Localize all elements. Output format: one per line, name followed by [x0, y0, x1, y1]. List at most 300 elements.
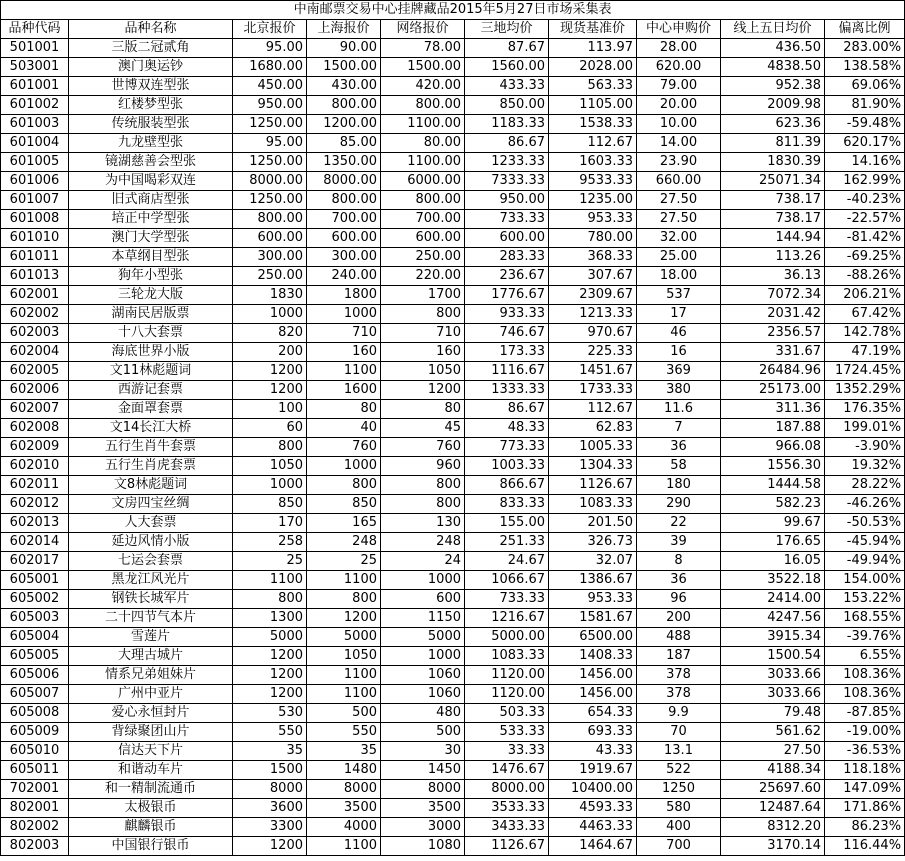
cell-three-city-avg: 733.33 — [465, 590, 549, 609]
cell-center-subscribe-price: 36 — [637, 438, 721, 457]
cell-center-subscribe-price: 700 — [637, 837, 721, 856]
cell-deviation-ratio: 28.22% — [825, 476, 905, 495]
cell-deviation-ratio: -45.94% — [825, 533, 905, 552]
cell-online-5day-avg: 331.67 — [721, 343, 825, 362]
column-header-code: 品种代码 — [1, 20, 69, 39]
cell-spot-base-price: 10400.00 — [549, 780, 637, 799]
cell-code: 602012 — [1, 495, 69, 514]
cell-spot-base-price: 368.33 — [549, 248, 637, 267]
table-row — [1, 267, 905, 286]
cell-center-subscribe-price: 378 — [637, 685, 721, 704]
cell-deviation-ratio: 116.44% — [825, 837, 905, 856]
cell-name: 文8林彪题词 — [69, 476, 233, 495]
cell-spot-base-price: 62.83 — [549, 419, 637, 438]
cell-three-city-avg: 7333.33 — [465, 172, 549, 191]
cell-name: 培正中学型张 — [69, 210, 233, 229]
cell-shanghai-price: 1100 — [307, 666, 381, 685]
cell-online-price: 1100.00 — [381, 153, 465, 172]
cell-center-subscribe-price: 36 — [637, 571, 721, 590]
cell-online-5day-avg: 311.36 — [721, 400, 825, 419]
cell-online-5day-avg: 1556.30 — [721, 457, 825, 476]
cell-beijing-price: 3600 — [233, 799, 307, 818]
cell-center-subscribe-price: 32.00 — [637, 229, 721, 248]
cell-online-5day-avg: 26484.96 — [721, 362, 825, 381]
cell-name: 雪莲片 — [69, 628, 233, 647]
cell-three-city-avg: 1066.67 — [465, 571, 549, 590]
cell-shanghai-price: 4000 — [307, 818, 381, 837]
cell-online-5day-avg: 3033.66 — [721, 666, 825, 685]
cell-name: 为中国喝彩双连 — [69, 172, 233, 191]
cell-online-5day-avg: 811.39 — [721, 134, 825, 153]
cell-online-price: 1700 — [381, 286, 465, 305]
cell-online-price: 80 — [381, 400, 465, 419]
table-row — [1, 172, 905, 191]
cell-online-5day-avg: 3522.18 — [721, 571, 825, 590]
cell-online-price: 800 — [381, 305, 465, 324]
cell-beijing-price: 95.00 — [233, 39, 307, 58]
cell-name: 爱心永恒封片 — [69, 704, 233, 723]
cell-spot-base-price: 1408.33 — [549, 647, 637, 666]
cell-center-subscribe-price: 378 — [637, 666, 721, 685]
cell-online-price: 80.00 — [381, 134, 465, 153]
cell-online-price: 600.00 — [381, 229, 465, 248]
cell-online-5day-avg: 623.36 — [721, 115, 825, 134]
column-header-row — [1, 20, 905, 39]
cell-shanghai-price: 35 — [307, 742, 381, 761]
cell-online-price: 160 — [381, 343, 465, 362]
cell-online-5day-avg: 738.17 — [721, 210, 825, 229]
cell-beijing-price: 600.00 — [233, 229, 307, 248]
cell-deviation-ratio: -59.48% — [825, 115, 905, 134]
cell-center-subscribe-price: 39 — [637, 533, 721, 552]
cell-online-price: 45 — [381, 419, 465, 438]
cell-beijing-price: 1000 — [233, 305, 307, 324]
cell-three-city-avg: 86.67 — [465, 134, 549, 153]
table-row — [1, 704, 905, 723]
cell-spot-base-price: 43.33 — [549, 742, 637, 761]
cell-three-city-avg: 1003.33 — [465, 457, 549, 476]
cell-beijing-price: 1680.00 — [233, 58, 307, 77]
cell-online-price: 1050 — [381, 362, 465, 381]
cell-beijing-price: 550 — [233, 723, 307, 742]
cell-code: 605005 — [1, 647, 69, 666]
cell-deviation-ratio: 147.09% — [825, 780, 905, 799]
table-row — [1, 400, 905, 419]
cell-three-city-avg: 8000.00 — [465, 780, 549, 799]
cell-three-city-avg: 1183.33 — [465, 115, 549, 134]
cell-online-price: 8000 — [381, 780, 465, 799]
table-row — [1, 837, 905, 856]
cell-spot-base-price: 1456.00 — [549, 666, 637, 685]
cell-code: 602017 — [1, 552, 69, 571]
cell-online-5day-avg: 25697.60 — [721, 780, 825, 799]
cell-center-subscribe-price: 290 — [637, 495, 721, 514]
cell-online-5day-avg: 561.62 — [721, 723, 825, 742]
cell-spot-base-price: 32.07 — [549, 552, 637, 571]
cell-beijing-price: 1200 — [233, 837, 307, 856]
cell-name: 九龙壁型张 — [69, 134, 233, 153]
cell-deviation-ratio: 199.01% — [825, 419, 905, 438]
cell-beijing-price: 1250.00 — [233, 115, 307, 134]
cell-spot-base-price: 2309.67 — [549, 286, 637, 305]
cell-online-5day-avg: 36.13 — [721, 267, 825, 286]
cell-shanghai-price: 3500 — [307, 799, 381, 818]
cell-name: 狗年小型张 — [69, 267, 233, 286]
cell-spot-base-price: 1464.67 — [549, 837, 637, 856]
cell-shanghai-price: 430.00 — [307, 77, 381, 96]
cell-name: 大理古城片 — [69, 647, 233, 666]
cell-online-price: 480 — [381, 704, 465, 723]
cell-shanghai-price: 1200.00 — [307, 115, 381, 134]
cell-shanghai-price: 850 — [307, 495, 381, 514]
cell-online-price: 1500.00 — [381, 58, 465, 77]
cell-beijing-price: 25 — [233, 552, 307, 571]
cell-three-city-avg: 733.33 — [465, 210, 549, 229]
cell-three-city-avg: 433.33 — [465, 77, 549, 96]
cell-three-city-avg: 155.00 — [465, 514, 549, 533]
table-row — [1, 58, 905, 77]
cell-online-price: 500 — [381, 723, 465, 742]
cell-online-5day-avg: 1830.39 — [721, 153, 825, 172]
cell-name: 澳门大学型张 — [69, 229, 233, 248]
cell-name: 广州中亚片 — [69, 685, 233, 704]
cell-online-5day-avg: 7072.34 — [721, 286, 825, 305]
cell-center-subscribe-price: 13.1 — [637, 742, 721, 761]
table-body — [1, 39, 905, 856]
cell-beijing-price: 8000 — [233, 780, 307, 799]
cell-name: 背绿聚团山片 — [69, 723, 233, 742]
cell-online-price: 24 — [381, 552, 465, 571]
cell-three-city-avg: 3533.33 — [465, 799, 549, 818]
cell-shanghai-price: 240.00 — [307, 267, 381, 286]
cell-spot-base-price: 1733.33 — [549, 381, 637, 400]
cell-deviation-ratio: 171.86% — [825, 799, 905, 818]
cell-spot-base-price: 113.97 — [549, 39, 637, 58]
cell-deviation-ratio: 620.17% — [825, 134, 905, 153]
cell-code: 602013 — [1, 514, 69, 533]
cell-three-city-avg: 850.00 — [465, 96, 549, 115]
cell-shanghai-price: 5000 — [307, 628, 381, 647]
table-row — [1, 381, 905, 400]
cell-beijing-price: 1200 — [233, 647, 307, 666]
cell-center-subscribe-price: 10.00 — [637, 115, 721, 134]
cell-code: 605004 — [1, 628, 69, 647]
cell-spot-base-price: 693.33 — [549, 723, 637, 742]
cell-three-city-avg: 1560.00 — [465, 58, 549, 77]
cell-spot-base-price: 563.33 — [549, 77, 637, 96]
cell-center-subscribe-price: 79.00 — [637, 77, 721, 96]
cell-deviation-ratio: 138.58% — [825, 58, 905, 77]
cell-shanghai-price: 1050 — [307, 647, 381, 666]
cell-online-price: 1080 — [381, 837, 465, 856]
cell-three-city-avg: 283.33 — [465, 248, 549, 267]
table-row — [1, 362, 905, 381]
cell-spot-base-price: 9533.33 — [549, 172, 637, 191]
cell-deviation-ratio: -40.23% — [825, 191, 905, 210]
cell-three-city-avg: 3433.33 — [465, 818, 549, 837]
cell-online-price: 3500 — [381, 799, 465, 818]
cell-spot-base-price: 4463.33 — [549, 818, 637, 837]
cell-three-city-avg: 33.33 — [465, 742, 549, 761]
cell-online-price: 248 — [381, 533, 465, 552]
table-row — [1, 571, 905, 590]
cell-three-city-avg: 1333.33 — [465, 381, 549, 400]
cell-code: 605003 — [1, 609, 69, 628]
cell-three-city-avg: 48.33 — [465, 419, 549, 438]
cell-beijing-price: 1200 — [233, 362, 307, 381]
cell-name: 镜湖慈善会型张 — [69, 153, 233, 172]
cell-beijing-price: 170 — [233, 514, 307, 533]
cell-name: 十八大套票 — [69, 324, 233, 343]
cell-center-subscribe-price: 200 — [637, 609, 721, 628]
cell-deviation-ratio: -39.76% — [825, 628, 905, 647]
cell-code: 802003 — [1, 837, 69, 856]
cell-online-5day-avg: 99.67 — [721, 514, 825, 533]
cell-spot-base-price: 6500.00 — [549, 628, 637, 647]
cell-spot-base-price: 307.67 — [549, 267, 637, 286]
cell-center-subscribe-price: 27.50 — [637, 210, 721, 229]
cell-spot-base-price: 225.33 — [549, 343, 637, 362]
cell-online-5day-avg: 144.94 — [721, 229, 825, 248]
cell-shanghai-price: 1500.00 — [307, 58, 381, 77]
table-row — [1, 495, 905, 514]
cell-beijing-price: 450.00 — [233, 77, 307, 96]
cell-center-subscribe-price: 9.9 — [637, 704, 721, 723]
table-row — [1, 39, 905, 58]
cell-center-subscribe-price: 28.00 — [637, 39, 721, 58]
cell-three-city-avg: 866.67 — [465, 476, 549, 495]
cell-online-5day-avg: 4247.56 — [721, 609, 825, 628]
cell-shanghai-price: 90.00 — [307, 39, 381, 58]
cell-shanghai-price: 1200 — [307, 609, 381, 628]
cell-shanghai-price: 1480 — [307, 761, 381, 780]
column-header-online-5day-avg: 线上五日均价 — [721, 20, 825, 39]
cell-code: 602009 — [1, 438, 69, 457]
cell-online-price: 3000 — [381, 818, 465, 837]
cell-spot-base-price: 1105.00 — [549, 96, 637, 115]
cell-online-5day-avg: 187.88 — [721, 419, 825, 438]
cell-spot-base-price: 4593.33 — [549, 799, 637, 818]
cell-online-price: 1100.00 — [381, 115, 465, 134]
cell-center-subscribe-price: 96 — [637, 590, 721, 609]
cell-center-subscribe-price: 14.00 — [637, 134, 721, 153]
cell-online-5day-avg: 1444.58 — [721, 476, 825, 495]
cell-spot-base-price: 1603.33 — [549, 153, 637, 172]
cell-center-subscribe-price: 17 — [637, 305, 721, 324]
cell-online-5day-avg: 27.50 — [721, 742, 825, 761]
cell-name: 海底世界小版 — [69, 343, 233, 362]
cell-online-price: 600 — [381, 590, 465, 609]
cell-shanghai-price: 248 — [307, 533, 381, 552]
cell-shanghai-price: 1100 — [307, 362, 381, 381]
cell-center-subscribe-price: 369 — [637, 362, 721, 381]
cell-online-price: 1000 — [381, 571, 465, 590]
cell-online-5day-avg: 25071.34 — [721, 172, 825, 191]
cell-spot-base-price: 201.50 — [549, 514, 637, 533]
cell-deviation-ratio: 168.55% — [825, 609, 905, 628]
cell-online-price: 220.00 — [381, 267, 465, 286]
cell-center-subscribe-price: 522 — [637, 761, 721, 780]
cell-online-5day-avg: 4838.50 — [721, 58, 825, 77]
table-row — [1, 685, 905, 704]
cell-deviation-ratio: -22.57% — [825, 210, 905, 229]
cell-center-subscribe-price: 187 — [637, 647, 721, 666]
cell-beijing-price: 8000.00 — [233, 172, 307, 191]
column-header-name: 品种名称 — [69, 20, 233, 39]
cell-spot-base-price: 1538.33 — [549, 115, 637, 134]
cell-spot-base-price: 654.33 — [549, 704, 637, 723]
cell-name: 金面罩套票 — [69, 400, 233, 419]
cell-online-5day-avg: 582.23 — [721, 495, 825, 514]
cell-spot-base-price: 1083.33 — [549, 495, 637, 514]
cell-name: 延边风情小版 — [69, 533, 233, 552]
column-header-shanghai-price: 上海报价 — [307, 20, 381, 39]
cell-shanghai-price: 710 — [307, 324, 381, 343]
table-row — [1, 609, 905, 628]
cell-online-5day-avg: 966.08 — [721, 438, 825, 457]
cell-online-5day-avg: 1500.54 — [721, 647, 825, 666]
cell-center-subscribe-price: 7 — [637, 419, 721, 438]
cell-code: 601003 — [1, 115, 69, 134]
cell-code: 601013 — [1, 267, 69, 286]
cell-center-subscribe-price: 25.00 — [637, 248, 721, 267]
cell-three-city-avg: 1120.00 — [465, 666, 549, 685]
cell-three-city-avg: 1120.00 — [465, 685, 549, 704]
column-header-deviation-ratio: 偏离比例 — [825, 20, 905, 39]
cell-online-5day-avg: 436.50 — [721, 39, 825, 58]
cell-code: 605009 — [1, 723, 69, 742]
cell-code: 802002 — [1, 818, 69, 837]
cell-spot-base-price: 326.73 — [549, 533, 637, 552]
cell-center-subscribe-price: 20.00 — [637, 96, 721, 115]
cell-spot-base-price: 1235.00 — [549, 191, 637, 210]
table-row — [1, 286, 905, 305]
cell-code: 602005 — [1, 362, 69, 381]
cell-online-price: 710 — [381, 324, 465, 343]
cell-three-city-avg: 933.33 — [465, 305, 549, 324]
column-header-center-subscribe-price: 中心申购价 — [637, 20, 721, 39]
table-row — [1, 305, 905, 324]
cell-three-city-avg: 773.33 — [465, 438, 549, 457]
cell-deviation-ratio: 206.21% — [825, 286, 905, 305]
table-row — [1, 191, 905, 210]
cell-online-price: 800 — [381, 495, 465, 514]
cell-beijing-price: 1200 — [233, 381, 307, 400]
cell-beijing-price: 100 — [233, 400, 307, 419]
cell-beijing-price: 250.00 — [233, 267, 307, 286]
cell-center-subscribe-price: 537 — [637, 286, 721, 305]
cell-code: 601007 — [1, 191, 69, 210]
cell-code: 602006 — [1, 381, 69, 400]
cell-deviation-ratio: 283.00% — [825, 39, 905, 58]
cell-online-5day-avg: 79.48 — [721, 704, 825, 723]
table-row — [1, 134, 905, 153]
cell-center-subscribe-price: 660.00 — [637, 172, 721, 191]
cell-center-subscribe-price: 580 — [637, 799, 721, 818]
cell-center-subscribe-price: 488 — [637, 628, 721, 647]
cell-three-city-avg: 87.67 — [465, 39, 549, 58]
cell-online-price: 800 — [381, 476, 465, 495]
cell-shanghai-price: 1600 — [307, 381, 381, 400]
cell-shanghai-price: 25 — [307, 552, 381, 571]
cell-online-price: 5000 — [381, 628, 465, 647]
table-row — [1, 77, 905, 96]
cell-code: 503001 — [1, 58, 69, 77]
cell-shanghai-price: 1000 — [307, 457, 381, 476]
cell-deviation-ratio: -81.42% — [825, 229, 905, 248]
cell-name: 钢铁长城军片 — [69, 590, 233, 609]
cell-spot-base-price: 112.67 — [549, 134, 637, 153]
cell-deviation-ratio: 118.18% — [825, 761, 905, 780]
cell-code: 605008 — [1, 704, 69, 723]
cell-spot-base-price: 112.67 — [549, 400, 637, 419]
cell-code: 605011 — [1, 761, 69, 780]
cell-name: 本草纲目型张 — [69, 248, 233, 267]
cell-online-5day-avg: 4188.34 — [721, 761, 825, 780]
cell-deviation-ratio: 108.36% — [825, 666, 905, 685]
cell-online-price: 1060 — [381, 666, 465, 685]
cell-beijing-price: 95.00 — [233, 134, 307, 153]
cell-code: 605007 — [1, 685, 69, 704]
cell-code: 702001 — [1, 780, 69, 799]
cell-deviation-ratio: 142.78% — [825, 324, 905, 343]
cell-center-subscribe-price: 11.6 — [637, 400, 721, 419]
cell-online-price: 420.00 — [381, 77, 465, 96]
table-row — [1, 590, 905, 609]
cell-online-5day-avg: 25173.00 — [721, 381, 825, 400]
cell-deviation-ratio: -46.26% — [825, 495, 905, 514]
cell-deviation-ratio: 1352.29% — [825, 381, 905, 400]
cell-center-subscribe-price: 22 — [637, 514, 721, 533]
cell-beijing-price: 1500 — [233, 761, 307, 780]
table-row — [1, 552, 905, 571]
cell-three-city-avg: 86.67 — [465, 400, 549, 419]
cell-code: 601010 — [1, 229, 69, 248]
table-row — [1, 780, 905, 799]
table-row — [1, 761, 905, 780]
cell-deviation-ratio: -3.90% — [825, 438, 905, 457]
cell-three-city-avg: 1776.67 — [465, 286, 549, 305]
cell-online-price: 1150 — [381, 609, 465, 628]
cell-three-city-avg: 1216.67 — [465, 609, 549, 628]
cell-online-5day-avg: 2031.42 — [721, 305, 825, 324]
cell-name: 五行生肖牛套票 — [69, 438, 233, 457]
cell-shanghai-price: 800.00 — [307, 96, 381, 115]
cell-online-price: 1450 — [381, 761, 465, 780]
table-row — [1, 723, 905, 742]
cell-spot-base-price: 1456.00 — [549, 685, 637, 704]
cell-spot-base-price: 1304.33 — [549, 457, 637, 476]
cell-three-city-avg: 1233.33 — [465, 153, 549, 172]
table-row — [1, 115, 905, 134]
cell-deviation-ratio: 47.19% — [825, 343, 905, 362]
cell-shanghai-price: 8000 — [307, 780, 381, 799]
cell-online-5day-avg: 2356.57 — [721, 324, 825, 343]
cell-beijing-price: 1100 — [233, 571, 307, 590]
cell-deviation-ratio: -69.25% — [825, 248, 905, 267]
cell-name: 西游记套票 — [69, 381, 233, 400]
cell-online-price: 760 — [381, 438, 465, 457]
cell-center-subscribe-price: 18.00 — [637, 267, 721, 286]
cell-beijing-price: 200 — [233, 343, 307, 362]
table-row — [1, 742, 905, 761]
cell-name: 七运会套票 — [69, 552, 233, 571]
table-row — [1, 438, 905, 457]
cell-shanghai-price: 800.00 — [307, 191, 381, 210]
cell-three-city-avg: 1476.67 — [465, 761, 549, 780]
cell-code: 605002 — [1, 590, 69, 609]
cell-three-city-avg: 251.33 — [465, 533, 549, 552]
